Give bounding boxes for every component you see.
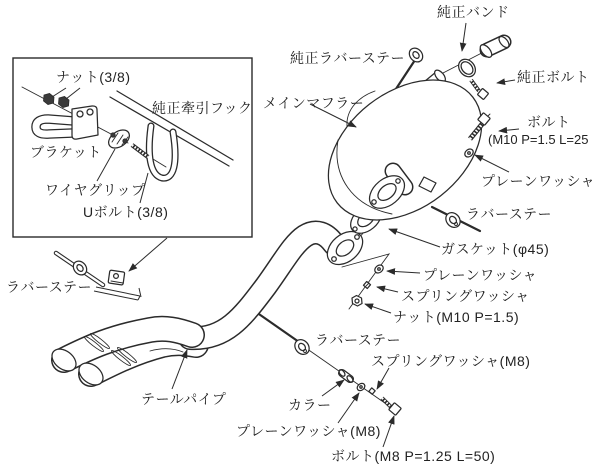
callout-junsei-rubber-stay: 純正ラバーステー [290,50,406,66]
m10-washer-nut-column [352,263,385,306]
callout-tail-pipe: テールパイプ [141,391,227,407]
callout-plain-washer-m8: プレーンワッシャ(M8) [236,423,381,439]
inset-callout-tow-hook: 純正牽引フック [152,100,253,116]
callout-rubber-stay-left: ラバーステー [6,279,93,295]
callout-nut-m10: ナット(M10 P=1.5) [393,309,520,325]
nut-m10-drawing [352,296,362,307]
callout-spring-washer-m8: スプリングワッシャ(M8) [371,353,531,369]
callout-junsei-band: 純正バンド [437,4,510,20]
callout-bolt-m10: ボルト [527,114,571,130]
inset-callout-nut-38: ナット(3/8) [56,69,131,85]
callout-spring-washer-m10: スプリングワッシャ [401,288,530,304]
spring-washer-m8-drawing [369,388,375,394]
callout-collar: カラー [288,397,332,413]
inset-callout-wire-grip: ワイヤグリップ [45,182,146,198]
callout-plain-washer-upper: プレーンワッシャ [481,173,596,189]
inset-callout-u-bolt: Uボルト(3/8) [83,204,169,220]
callout-gasket: ガスケット(φ45) [441,241,550,257]
callout-main-muffler: メインマフラー [263,95,365,111]
callout-plain-washer-mid: プレーンワッシャ [423,267,538,283]
callout-rubber-stay-mid: ラバーステー [315,332,402,348]
bracket-plate [72,106,98,139]
genuine-rubber-stay-drawing [407,45,426,64]
wire-grip-drawing [105,126,132,151]
callout-bolt-m10-spec: (M10 P=1.5 L=25 [488,132,589,147]
callout-junsei-bolt: 純正ボルト [517,69,590,85]
inset-callout-bracket: ブラケット [30,144,102,160]
nut-38-drawing-1 [44,94,55,105]
callout-bolt-m8: ボルト(M8 P=1.25 L=50) [331,448,496,464]
callout-rubber-stay-right: ラバーステー [466,206,553,222]
tail-pipe-drawing [48,233,334,390]
band-ring [455,56,479,80]
